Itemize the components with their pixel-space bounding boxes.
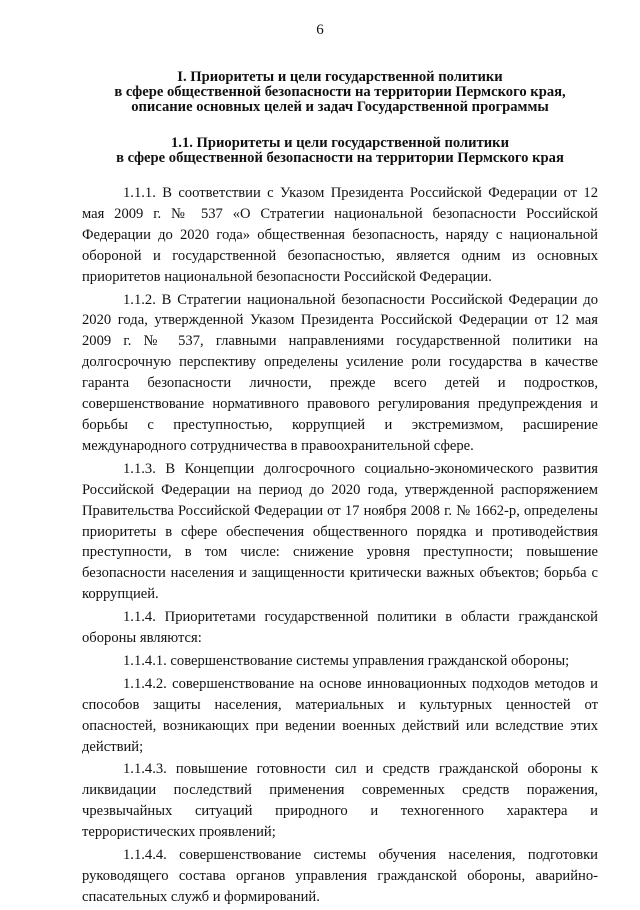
paragraph-1-1-3: 1.1.3. В Концепции долгосрочного социально-экономического развития Российской Федерации на период до 2020 года, утвержденной распоряжением Правительства Российской Федерации от 17 ноября 2008 г. № 1662-р, определены приоритеты в сфере обеспечения общественного порядка и противодействия преступности, в том числе: снижение уровня преступности; повышение безопасности населения и защищенности критически важных объектов; борьба с коррупцией. [82,460,598,603]
paragraph-1-1-1: 1.1.1. В соответствии с Указом Президента Российской Федерации от 12 мая 2009 г. № 537 «О Стратегии национальной безопасности Российской Федерации до 2020 года» общественная безопасность, наряду с национальной обороной и государственной безопасностью, является одним из основных приоритетов национальной безопасности Российской Федерации. [82,185,598,285]
subsection-heading-line: в сфере общественной безопасности на территории Пермского края [116,150,564,166]
paragraph-1-1-4-3: 1.1.4.3. повышение готовности сил и средств гражданской обороны к ликвидации последствий применения современных средств поражения, чрезвычайных ситуаций природного и техногенного характера и террористических проявлений; [82,761,598,841]
section-heading [82,70,598,115]
paragraph-1-1-4-4: 1.1.4.4. совершенствование системы обучения населения, подготовки руководящего состава органов управления гражданской обороны, аварийно-спасательных служб и формирований. [82,847,598,905]
page-content [82,70,598,910]
paragraph-1-1-4: 1.1.4. Приоритетами государственной политики в области гражданской обороны являются: [82,609,598,647]
paragraph-1-1-2: 1.1.2. В Стратегии национальной безопасности Российской Федерации до 2020 года, утвержденной Указом Президента Российской Федерации от 12 мая 2009 г. № 537, главными направлениями государственной политики на долгосрочную перспективу определены усиление роли государства в качестве гаранта безопасности личности, прежде всего детей и подростков, совершенствование нормативного правового регулирования предупреждения и борьбы с преступностью, коррупцией и экстремизмом, расширение международного сотрудничества в правоохранительной сфере. [82,291,598,454]
section-heading-line: описание основных целей и задач Государственной программы [131,99,549,115]
paragraph-1-1-4-1: 1.1.4.1. совершенствование системы управления гражданской обороны; [123,652,570,669]
section-heading-line: в сфере общественной безопасности на территории Пермского края, [114,84,566,100]
subsection-heading-line: 1.1. Приоритеты и цели государственной политики [171,135,509,151]
section-heading-line: I. Приоритеты и цели государственной политики [177,69,503,85]
subsection-heading [82,136,598,166]
paragraph-1-1-4-2: 1.1.4.2. совершенствование на основе инновационных подходов методов и способов защиты населения, материальных и культурных ценностей от опасностей, возникающих при ведении военных действий или вследствие этих действий; [82,675,598,755]
page-number: 6 [316,22,324,38]
